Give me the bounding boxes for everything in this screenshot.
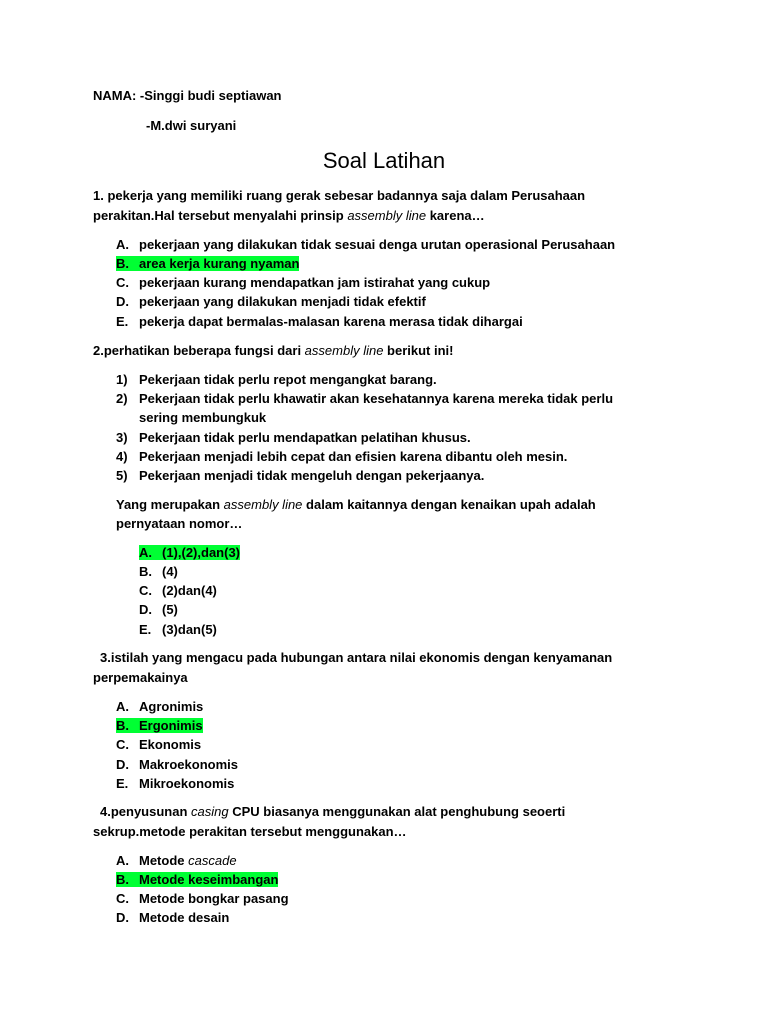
q1-option-b: B. area kerja kurang nyaman — [116, 256, 300, 271]
q3-line-1: 3.istilah yang mengacu pada hubungan antara nilai ekonomis dengan kenyamanan — [100, 650, 613, 665]
q1-line-2: perakitan.Hal tersebut menyalahi prinsip assembly line karena… — [93, 208, 485, 223]
q2-item-2: 2) Pekerjaan tidak perlu khawatir akan kesehatannya karena mereka tidak perlu — [116, 391, 614, 406]
q3-option-e: E. Mikroekonomis — [116, 776, 235, 791]
q2-item-2-cont: sering membungkuk — [139, 410, 267, 425]
q1-option-a: A. pekerjaan yang dilakukan tidak sesuai denga urutan operasional Perusahaan — [116, 237, 616, 252]
q2-option-a: A. (1),(2),dan(3) — [139, 545, 240, 560]
q2-option-b: B. (4) — [139, 564, 178, 579]
q4-option-d: D. Metode desain — [116, 910, 230, 925]
q2-item-5: 5) Pekerjaan menjadi tidak mengeluh dengan pekerjaanya. — [116, 468, 485, 483]
q3-line-2: perpemakainya — [93, 670, 188, 685]
q1-option-d: D. pekerjaan yang dilakukan menjadi tidak efektif — [116, 294, 426, 309]
q3-option-c: C. Ekonomis — [116, 737, 202, 752]
q2-option-e: E. (3)dan(5) — [139, 622, 217, 637]
q4-line-2: sekrup.metode perakitan tersebut menggunakan… — [93, 824, 407, 839]
q3-option-d: D. Makroekonomis — [116, 757, 238, 772]
q1-line-1: 1. pekerja yang memiliki ruang gerak sebesar badannya saja dalam Perusahaan — [93, 188, 586, 203]
student-name-2: -M.dwi suryani — [146, 118, 237, 133]
student-name-1: NAMA: -Singgi budi septiawan — [93, 88, 282, 103]
q1-option-c: C. pekerjaan kurang mendapatkan jam istirahat yang cukup — [116, 275, 491, 290]
q2-line-1: 2.perhatikan beberapa fungsi dari assembly line berikut ini! — [93, 343, 454, 358]
q4-option-b: B. Metode keseimbangan — [116, 872, 279, 887]
q4-option-c: C. Metode bongkar pasang — [116, 891, 289, 906]
q2-item-4: 4) Pekerjaan menjadi lebih cepat dan efisien karena dibantu oleh mesin. — [116, 449, 568, 464]
q2-item-3: 3) Pekerjaan tidak perlu mendapatkan pelatihan khusus. — [116, 430, 471, 445]
q2-stem-2: pernyataan nomor… — [116, 516, 243, 531]
q4-option-a: A. Metode cascade — [116, 853, 237, 868]
q2-option-c: C. (2)dan(4) — [139, 583, 217, 598]
q2-stem-1: Yang merupakan assembly line dalam kaitannya dengan kenaikan upah adalah — [116, 497, 596, 512]
q2-option-d: D. (5) — [139, 602, 178, 617]
q3-option-b: B. Ergonimis — [116, 718, 203, 733]
q1-option-e: E. pekerja dapat bermalas-malasan karena merasa tidak dihargai — [116, 314, 523, 329]
q2-item-1: 1) Pekerjaan tidak perlu repot mengangkat barang. — [116, 372, 437, 387]
q4-line-1: 4.penyusunan casing CPU biasanya menggunakan alat penghubung seoerti — [100, 804, 566, 819]
q3-option-a: A. Agronimis — [116, 699, 204, 714]
page-title: Soal Latihan — [322, 148, 446, 173]
